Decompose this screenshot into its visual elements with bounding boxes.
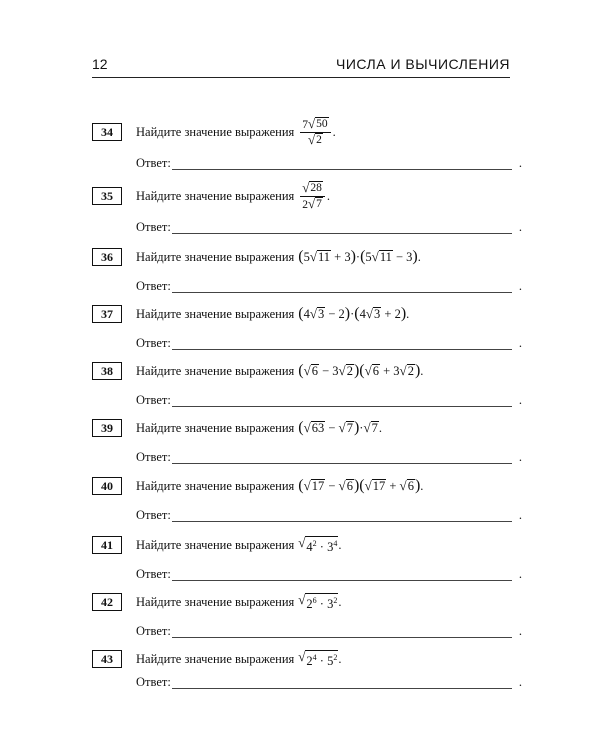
problem-number-box: 43 (92, 650, 122, 668)
problem-prompt (136, 116, 336, 148)
problem-prompt (136, 302, 409, 326)
answer-field[interactable] (172, 169, 512, 170)
prompt-text: Найдите значение выражения (136, 595, 295, 609)
answer-row (136, 156, 522, 174)
answer-field[interactable] (172, 580, 512, 581)
expression: √ 28 2 √ 7 . (302, 179, 331, 211)
prompt-text: Найдите значение выражения (136, 421, 295, 435)
answer-end-dot: . (518, 508, 522, 522)
problem-prompt (136, 474, 423, 498)
page-number: 12 (92, 56, 108, 72)
answer-end-dot: . (518, 336, 522, 350)
answer-field[interactable] (172, 349, 512, 350)
answer-field[interactable] (172, 292, 512, 293)
expression: √ $4^2 \cdot 3^4$ . (298, 534, 342, 555)
fraction: 7 √ 50 √ 2 (300, 117, 330, 148)
problem-39 (92, 416, 522, 472)
prompt-text: Найдите значение выражения (136, 652, 295, 666)
problem-prompt (136, 245, 421, 269)
prompt-text: Найдите значение выражения (136, 364, 295, 378)
problem-42 (92, 590, 522, 646)
answer-label: Ответ: (136, 675, 171, 689)
answer-row (136, 567, 522, 585)
page-header (92, 56, 510, 78)
problem-41 (92, 533, 522, 589)
answer-field[interactable] (172, 521, 512, 522)
problem-number-box: 35 (92, 187, 122, 205)
expression: ( 5 √ 11 + 3 ) · ( 5 √ 11 − 3 ) . (298, 248, 421, 265)
problem-34 (92, 115, 522, 176)
answer-label: Ответ: (136, 336, 171, 350)
answer-end-dot: . (518, 220, 522, 234)
answer-end-dot: . (518, 450, 522, 464)
answer-row (136, 450, 522, 468)
answer-row (136, 393, 522, 411)
problem-40 (92, 474, 522, 530)
answer-label: Ответ: (136, 624, 171, 638)
expression: ( √ 6 − 3 √ 2 ) ( √ 6 + 3 √ 2 ) . (298, 362, 424, 379)
fraction: √ 28 2 √ 7 (300, 181, 325, 212)
answer-end-dot: . (518, 675, 522, 689)
answer-label: Ответ: (136, 450, 171, 464)
answer-end-dot: . (518, 156, 522, 170)
answer-row (136, 279, 522, 297)
problem-prompt (136, 180, 330, 212)
expression: ( √ 17 − √ 6 ) ( √ 17 + √ 6 ) . (298, 477, 424, 494)
answer-label: Ответ: (136, 279, 171, 293)
answer-end-dot: . (518, 567, 522, 581)
answer-row (136, 508, 522, 526)
prompt-text: Найдите значение выражения (136, 189, 295, 203)
problem-38 (92, 359, 522, 415)
answer-row (136, 336, 522, 354)
problem-number-box: 40 (92, 477, 122, 495)
prompt-text: Найдите значение выражения (136, 479, 295, 493)
answer-field[interactable] (172, 637, 512, 638)
problem-35 (92, 179, 522, 240)
problem-number-box: 39 (92, 419, 122, 437)
problem-prompt (136, 647, 341, 671)
answer-field[interactable] (172, 463, 512, 464)
answer-label: Ответ: (136, 156, 171, 170)
prompt-text: Найдите значение выражения (136, 538, 295, 552)
problem-number-box: 38 (92, 362, 122, 380)
expression: √ $2^6 \cdot 3^2$ . (298, 591, 342, 612)
problem-36 (92, 245, 522, 301)
answer-label: Ответ: (136, 508, 171, 522)
answer-end-dot: . (518, 279, 522, 293)
answer-end-dot: . (518, 624, 522, 638)
expression: ( √ 63 − √ 7 ) · √ 7 . (298, 419, 382, 436)
answer-row (136, 624, 522, 642)
problem-number-box: 41 (92, 536, 122, 554)
answer-field[interactable] (172, 233, 512, 234)
prompt-text: Найдите значение выражения (136, 250, 295, 264)
header-rule (92, 77, 510, 78)
problem-prompt (136, 359, 423, 383)
answer-field[interactable] (172, 688, 512, 689)
problem-prompt (136, 590, 341, 614)
answer-row (136, 675, 522, 693)
answer-field[interactable] (172, 406, 512, 407)
answer-label: Ответ: (136, 220, 171, 234)
answer-end-dot: . (518, 393, 522, 407)
answer-label: Ответ: (136, 567, 171, 581)
problem-number-box: 42 (92, 593, 122, 611)
problem-number-box: 34 (92, 123, 122, 141)
problem-37 (92, 302, 522, 358)
prompt-text: Найдите значение выражения (136, 125, 295, 139)
answer-label: Ответ: (136, 393, 171, 407)
problem-number-box: 36 (92, 248, 122, 266)
problem-prompt (136, 416, 382, 440)
prompt-text: Найдите значение выражения (136, 307, 295, 321)
expression: √ $2^4 \cdot 5^2$ . (298, 648, 342, 669)
problem-number-box: 37 (92, 305, 122, 323)
problem-43 (92, 647, 522, 703)
expression: ( 4 √ 3 − 2 ) · ( 4 √ 3 + 2 ) . (298, 305, 410, 322)
answer-row (136, 220, 522, 238)
expression: 7 √ 50 √ 2 . (302, 115, 336, 147)
section-title: ЧИСЛА И ВЫЧИСЛЕНИЯ (336, 56, 510, 72)
problem-prompt (136, 533, 341, 557)
